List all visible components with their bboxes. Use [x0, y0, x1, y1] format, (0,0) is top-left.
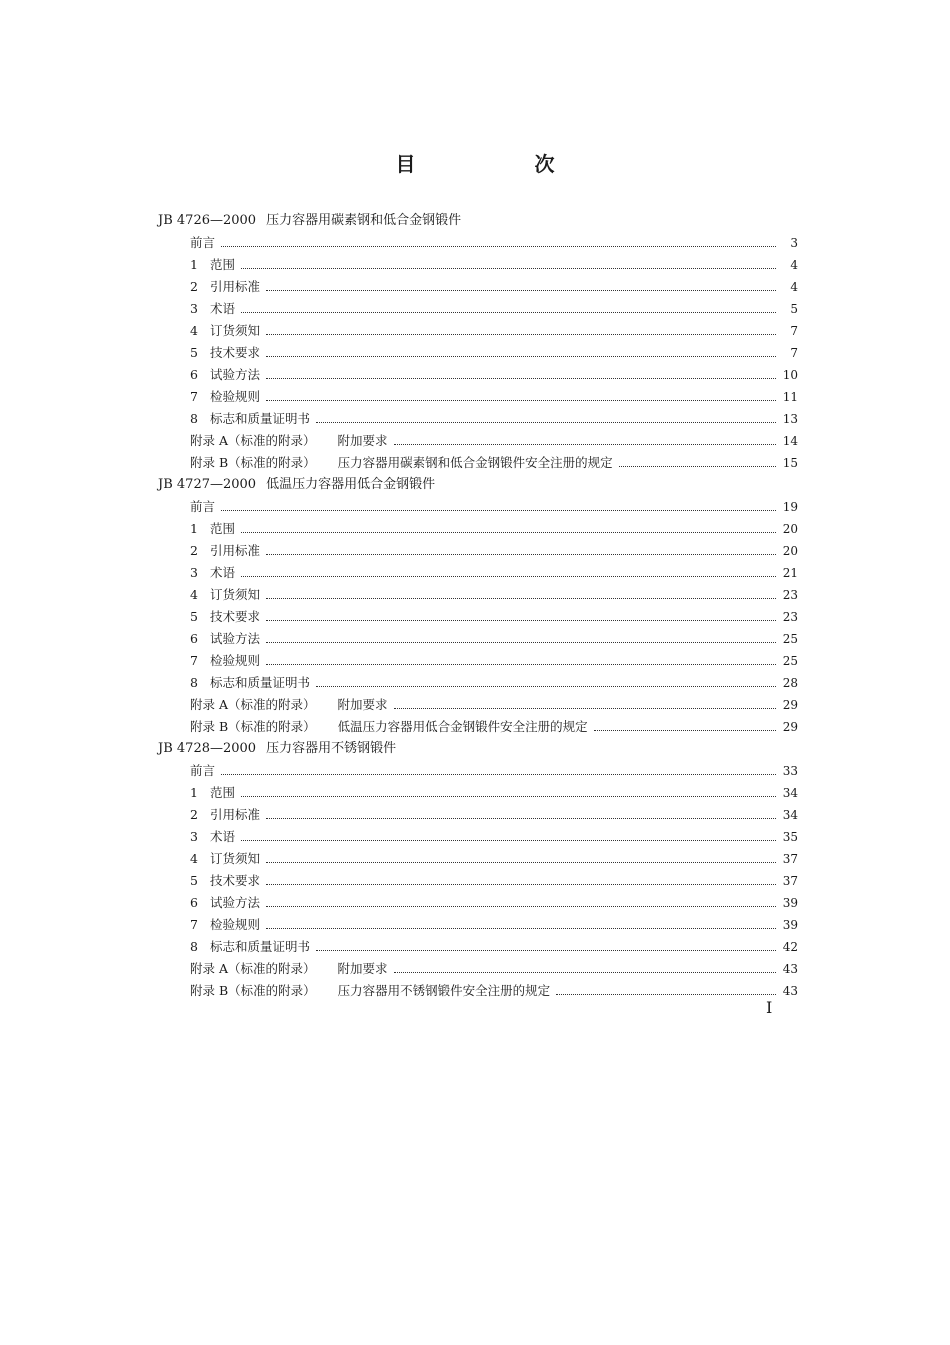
entry-page: 19 [782, 500, 798, 514]
entry-number: 8 [190, 675, 198, 690]
dot-leader [221, 510, 776, 511]
entry-number: 6 [190, 895, 198, 910]
toc-entry[interactable] [158, 606, 798, 628]
entry-label: 附录 A（标准的附录） [190, 961, 316, 976]
page-title: 目 次 [395, 152, 611, 176]
entry-page: 28 [782, 676, 798, 690]
toc-entry[interactable] [158, 584, 798, 606]
entry-page: 37 [782, 874, 798, 888]
entry-label: 订货须知 [210, 587, 261, 602]
dot-leader [556, 994, 776, 995]
toc-entry[interactable] [158, 892, 798, 914]
table-of-contents [158, 210, 798, 1002]
section-heading [158, 738, 798, 760]
entry-label: 订货须知 [210, 323, 261, 338]
toc-entry[interactable] [158, 782, 798, 804]
entry-subtitle: 压力容器用不锈钢锻件安全注册的规定 [337, 983, 551, 998]
toc-entry[interactable] [158, 804, 798, 826]
dot-leader [316, 422, 776, 423]
entry-page: 39 [782, 918, 798, 932]
entry-number: 3 [190, 829, 198, 844]
toc-entry[interactable] [158, 650, 798, 672]
toc-entry[interactable] [158, 386, 798, 408]
toc-entry[interactable] [158, 408, 798, 430]
toc-entry[interactable] [158, 430, 798, 452]
toc-entry[interactable] [158, 452, 798, 474]
dot-leader [316, 686, 776, 687]
standard-name: 低温压力容器用低合金钢锻件 [266, 477, 436, 492]
toc-entry[interactable] [158, 540, 798, 562]
entry-label: 检验规则 [210, 917, 261, 932]
entry-page: 35 [782, 830, 798, 844]
entry-number: 2 [190, 543, 198, 558]
entry-page: 3 [790, 236, 798, 250]
dot-leader [241, 268, 776, 269]
entry-label: 前言 [190, 499, 216, 514]
entry-label: 术语 [210, 301, 236, 316]
entry-page: 39 [782, 896, 798, 910]
dot-leader [266, 334, 776, 335]
dot-leader [241, 840, 776, 841]
entry-label: 术语 [210, 829, 236, 844]
entry-number: 1 [190, 257, 198, 272]
dot-leader [266, 884, 776, 885]
dot-leader [221, 246, 776, 247]
dot-leader [266, 356, 776, 357]
entry-label: 附录 A（标准的附录） [190, 433, 316, 448]
entry-number: 5 [190, 609, 198, 624]
entry-number: 7 [190, 653, 198, 668]
entry-number: 6 [190, 367, 198, 382]
entry-number: 7 [190, 917, 198, 932]
dot-leader [316, 950, 776, 951]
section-heading [158, 474, 798, 496]
entry-page: 14 [782, 434, 798, 448]
entry-label: 技术要求 [210, 873, 261, 888]
entry-number: 3 [190, 301, 198, 316]
dot-leader [266, 554, 776, 555]
entry-label: 附录 B（标准的附录） [190, 719, 316, 734]
dot-leader [619, 466, 776, 467]
dot-leader [241, 312, 776, 313]
toc-entry[interactable] [158, 936, 798, 958]
entry-page: 7 [790, 324, 798, 338]
toc-entry[interactable] [158, 716, 798, 738]
entry-page: 25 [782, 632, 798, 646]
entry-page: 34 [782, 808, 798, 822]
entry-page: 43 [782, 962, 798, 976]
entry-number: 6 [190, 631, 198, 646]
toc-entry[interactable] [158, 980, 798, 1002]
toc-entry[interactable] [158, 826, 798, 848]
dot-leader [266, 378, 776, 379]
entry-label: 范围 [210, 521, 236, 536]
entry-page: 29 [782, 698, 798, 712]
entry-page: 13 [782, 412, 798, 426]
standard-code: JB 4726—2000 [158, 213, 257, 228]
entry-page: 43 [782, 984, 798, 998]
standard-code: JB 4727—2000 [158, 477, 257, 492]
entry-number: 5 [190, 345, 198, 360]
dot-leader [394, 972, 776, 973]
dot-leader [394, 708, 776, 709]
dot-leader [266, 862, 776, 863]
entry-label: 检验规则 [210, 653, 261, 668]
toc-entry[interactable] [158, 694, 798, 716]
entry-label: 范围 [210, 257, 236, 272]
entry-page: 42 [782, 940, 798, 954]
entry-subtitle: 附加要求 [337, 961, 388, 976]
toc-entry[interactable] [158, 232, 798, 254]
entry-page: 4 [790, 280, 798, 294]
entry-label: 术语 [210, 565, 236, 580]
dot-leader [266, 818, 776, 819]
entry-page: 20 [782, 544, 798, 558]
toc-entry[interactable] [158, 870, 798, 892]
toc-entry[interactable] [158, 628, 798, 650]
entry-label: 引用标准 [210, 807, 261, 822]
entry-page: 33 [782, 764, 798, 778]
standard-code: JB 4728—2000 [158, 741, 257, 756]
dot-leader [241, 532, 776, 533]
entry-subtitle: 低温压力容器用低合金钢锻件安全注册的规定 [337, 719, 588, 734]
entry-label: 标志和质量证明书 [210, 939, 311, 954]
entry-number: 7 [190, 389, 198, 404]
toc-entry[interactable] [158, 848, 798, 870]
entry-page: 10 [782, 368, 798, 382]
toc-entry[interactable] [158, 342, 798, 364]
entry-label: 标志和质量证明书 [210, 675, 311, 690]
dot-leader [266, 620, 776, 621]
entry-page: 21 [782, 566, 798, 580]
entry-number: 5 [190, 873, 198, 888]
entry-number: 1 [190, 521, 198, 536]
entry-page: 15 [782, 456, 798, 470]
toc-section [158, 474, 798, 738]
entry-subtitle: 压力容器用碳素钢和低合金钢锻件安全注册的规定 [337, 455, 613, 470]
entry-label: 引用标准 [210, 543, 261, 558]
entry-label: 订货须知 [210, 851, 261, 866]
entry-number: 4 [190, 323, 198, 338]
toc-section [158, 738, 798, 1002]
entry-label: 前言 [190, 235, 216, 250]
toc-entry[interactable] [158, 672, 798, 694]
toc-entry[interactable] [158, 320, 798, 342]
toc-entry[interactable] [158, 364, 798, 386]
entry-page: 25 [782, 654, 798, 668]
toc-entry[interactable] [158, 496, 798, 518]
entry-number: 2 [190, 807, 198, 822]
entry-label: 附录 A（标准的附录） [190, 697, 316, 712]
entry-label: 试验方法 [210, 367, 261, 382]
entry-label: 前言 [190, 763, 216, 778]
entry-page: 29 [782, 720, 798, 734]
dot-leader [266, 928, 776, 929]
entry-label: 附录 B（标准的附录） [190, 983, 316, 998]
dot-leader [266, 598, 776, 599]
entry-subtitle: 附加要求 [337, 433, 388, 448]
entry-page: 20 [782, 522, 798, 536]
entry-number: 4 [190, 851, 198, 866]
toc-entry[interactable] [158, 914, 798, 936]
toc-entry[interactable] [158, 298, 798, 320]
toc-entry[interactable] [158, 276, 798, 298]
entry-page: 11 [782, 390, 798, 404]
entry-number: 3 [190, 565, 198, 580]
toc-entry[interactable] [158, 562, 798, 584]
entry-label: 范围 [210, 785, 236, 800]
dot-leader [266, 664, 776, 665]
entry-page: 7 [790, 346, 798, 360]
entry-label: 附录 B（标准的附录） [190, 455, 316, 470]
entry-label: 技术要求 [210, 345, 261, 360]
entry-page: 34 [782, 786, 798, 800]
entry-number: 4 [190, 587, 198, 602]
dot-leader [266, 906, 776, 907]
dot-leader [266, 642, 776, 643]
entry-label: 标志和质量证明书 [210, 411, 311, 426]
dot-leader [241, 796, 776, 797]
entry-label: 引用标准 [210, 279, 261, 294]
dot-leader [266, 400, 776, 401]
standard-name: 压力容器用不锈钢锻件 [266, 741, 397, 756]
toc-entry[interactable] [158, 760, 798, 782]
toc-entry[interactable] [158, 958, 798, 980]
dot-leader [241, 576, 776, 577]
entry-label: 试验方法 [210, 895, 261, 910]
entry-page: 23 [782, 588, 798, 602]
section-heading [158, 210, 798, 232]
toc-section [158, 210, 798, 474]
dot-leader [594, 730, 776, 731]
entry-number: 1 [190, 785, 198, 800]
entry-label: 技术要求 [210, 609, 261, 624]
dot-leader [266, 290, 776, 291]
entry-page: 37 [782, 852, 798, 866]
entry-number: 8 [190, 411, 198, 426]
entry-page: 4 [790, 258, 798, 272]
page-number: I [766, 998, 773, 1017]
entry-page: 5 [790, 302, 798, 316]
dot-leader [394, 444, 776, 445]
toc-entry[interactable] [158, 254, 798, 276]
entry-number: 2 [190, 279, 198, 294]
entry-label: 试验方法 [210, 631, 261, 646]
toc-entry[interactable] [158, 518, 798, 540]
dot-leader [221, 774, 776, 775]
standard-name: 压力容器用碳素钢和低合金钢锻件 [266, 213, 462, 228]
entry-label: 检验规则 [210, 389, 261, 404]
entry-subtitle: 附加要求 [337, 697, 388, 712]
entry-page: 23 [782, 610, 798, 624]
entry-number: 8 [190, 939, 198, 954]
